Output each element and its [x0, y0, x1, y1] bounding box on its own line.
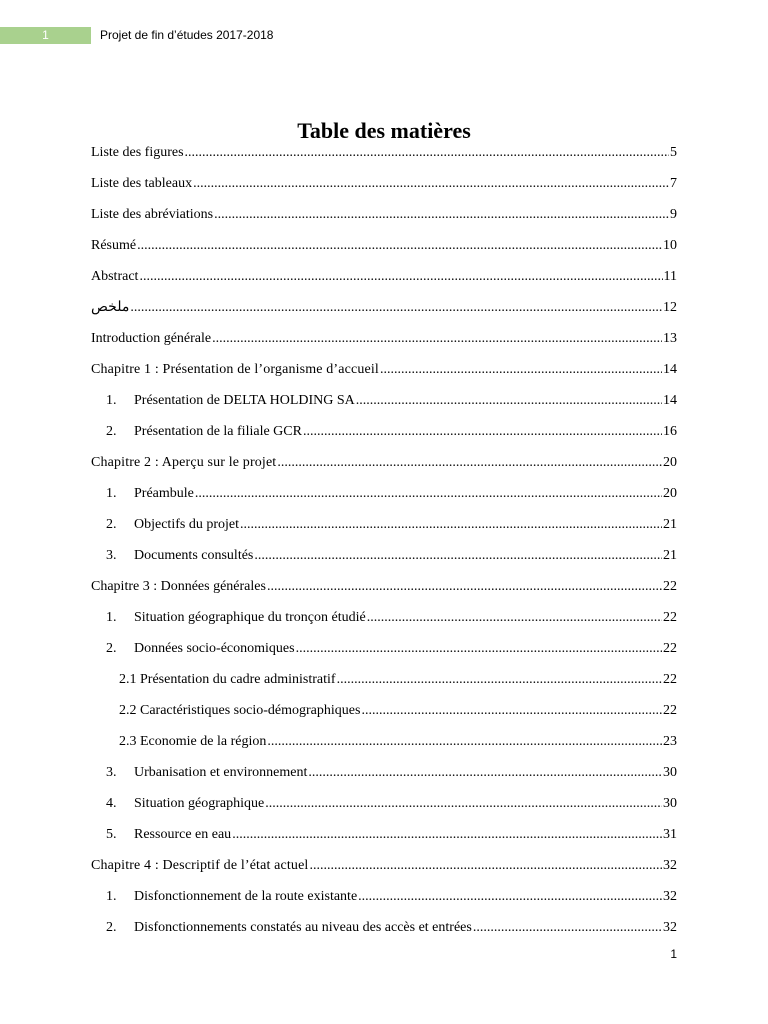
toc-entry-page: 9 — [670, 206, 677, 222]
dot-leader — [139, 269, 662, 285]
toc-entry-abstract[interactable] — [91, 261, 677, 292]
toc-entry-delta-holding[interactable] — [91, 385, 677, 416]
toc-entry-page: 16 — [663, 423, 677, 439]
page-number: 1 — [670, 947, 677, 961]
toc-entry-donnees-socio-economiques[interactable] — [91, 633, 677, 664]
dot-leader — [308, 765, 662, 781]
dot-leader — [296, 641, 662, 657]
toc-entry-introduction[interactable] — [91, 323, 677, 354]
toc-entry-title: Préambule — [134, 485, 194, 501]
toc-entry-number: 1. — [106, 485, 117, 501]
toc-entry-title: Données socio-économiques — [134, 640, 295, 656]
toc-entry-number: 5. — [106, 826, 117, 842]
toc-entry-title: Disfonctionnement de la route existante — [134, 888, 358, 904]
toc-entry-page: 11 — [663, 268, 677, 284]
toc-entry-title: Chapitre 3 : Données générales — [91, 578, 266, 594]
toc-entry-number: 2. — [106, 516, 117, 532]
toc-entry-arabic-summary[interactable] — [91, 292, 677, 323]
header-page-band: 1 — [0, 27, 91, 44]
toc-entry-page: 31 — [663, 826, 677, 842]
toc-entry-number: 4. — [106, 795, 117, 811]
header-title: Projet de fin d’études 2017-2018 — [100, 28, 274, 42]
dot-leader — [267, 734, 662, 750]
toc-entry-title: 2.3 Economie de la région — [119, 733, 267, 749]
dot-leader — [265, 796, 662, 812]
toc-entry-page: 32 — [663, 857, 677, 873]
toc-entry-page: 21 — [663, 516, 677, 532]
toc-entry-page: 23 — [663, 733, 677, 749]
toc-entry-title: Disfonctionnements constatés au niveau des accès et entrées — [134, 919, 472, 935]
toc-entry-page: 5 — [670, 144, 677, 160]
toc-entry-title: Introduction générale — [91, 330, 212, 346]
dot-leader — [214, 207, 669, 223]
dot-leader — [303, 424, 662, 440]
toc-entry-page: 7 — [670, 175, 677, 191]
toc-entry-disfonctionnement-route[interactable] — [91, 881, 677, 912]
toc-entry-title: Présentation de la filiale GCR — [134, 423, 302, 439]
toc-entry-page: 21 — [663, 547, 677, 563]
toc-entry-title: 2.1 Présentation du cadre administratif — [119, 671, 336, 687]
toc-entry-number: 2. — [106, 640, 117, 656]
toc-entry-title: Présentation de DELTA HOLDING SA — [134, 392, 355, 408]
toc-entry-title: 2.2 Caractéristiques socio-démographiques — [119, 702, 361, 718]
toc-entry-objectifs[interactable] — [91, 509, 677, 540]
toc-entry-situation-geographique[interactable] — [91, 788, 677, 819]
dot-leader — [356, 393, 662, 409]
dot-leader — [137, 238, 662, 254]
toc-entry-title: Ressource en eau — [134, 826, 232, 842]
toc-entry-chapitre-2[interactable] — [91, 447, 677, 478]
dot-leader — [212, 331, 662, 347]
toc-entry-title: Abstract — [91, 268, 139, 284]
toc-entry-page: 22 — [663, 702, 677, 718]
toc-entry-number: 1. — [106, 609, 117, 625]
toc-entry-chapitre-4[interactable] — [91, 850, 677, 881]
dot-leader — [185, 145, 669, 161]
page-header — [0, 26, 273, 44]
toc-entry-urbanisation[interactable] — [91, 757, 677, 788]
dot-leader — [277, 455, 662, 471]
toc-entry-liste-des-figures[interactable] — [91, 137, 677, 168]
toc-entry-page: 20 — [663, 454, 677, 470]
dot-leader — [193, 176, 669, 192]
toc-entry-page: 10 — [663, 237, 677, 253]
toc-entry-number: 3. — [106, 547, 117, 563]
dot-leader — [195, 486, 662, 502]
toc-entry-page: 32 — [663, 919, 677, 935]
toc-entry-liste-des-tableaux[interactable] — [91, 168, 677, 199]
table-of-contents — [91, 137, 677, 943]
toc-entry-documents-consultes[interactable] — [91, 540, 677, 571]
toc-entry-number: 1. — [106, 392, 117, 408]
toc-entry-ressource-eau[interactable] — [91, 819, 677, 850]
dot-leader — [358, 889, 662, 905]
toc-entry-number: 1. — [106, 888, 117, 904]
toc-entry-preambule[interactable] — [91, 478, 677, 509]
toc-entry-page: 22 — [663, 640, 677, 656]
toc-entry-page: 12 — [663, 299, 677, 315]
toc-entry-chapitre-3[interactable] — [91, 571, 677, 602]
toc-entry-page: 20 — [663, 485, 677, 501]
dot-leader — [267, 579, 662, 595]
toc-entry-title: Liste des tableaux — [91, 175, 193, 191]
toc-entry-title: ملخص — [91, 300, 130, 315]
toc-entry-title: Liste des figures — [91, 144, 184, 160]
dot-leader — [232, 827, 662, 843]
dot-leader — [337, 672, 662, 688]
toc-entry-resume[interactable] — [91, 230, 677, 261]
dot-leader — [473, 920, 662, 936]
dot-leader — [361, 703, 662, 719]
dot-leader — [254, 548, 662, 564]
toc-entry-filiale-gcr[interactable] — [91, 416, 677, 447]
toc-entry-title: Objectifs du projet — [134, 516, 239, 532]
toc-entry-page: 13 — [663, 330, 677, 346]
dot-leader — [367, 610, 662, 626]
dot-leader — [380, 362, 662, 378]
toc-entry-page: 22 — [663, 671, 677, 687]
toc-entry-situation-troncon[interactable] — [91, 602, 677, 633]
toc-entry-title: Chapitre 2 : Aperçu sur le projet — [91, 454, 277, 470]
toc-entry-socio-demographiques[interactable] — [91, 695, 677, 726]
toc-entry-liste-des-abreviations[interactable] — [91, 199, 677, 230]
dot-leader — [130, 300, 662, 316]
toc-entry-page: 22 — [663, 578, 677, 594]
toc-entry-chapitre-1[interactable] — [91, 354, 677, 385]
toc-title: Table des matières — [297, 117, 471, 143]
toc-entry-page: 22 — [663, 609, 677, 625]
toc-entry-page: 14 — [663, 392, 677, 408]
toc-entry-number: 3. — [106, 764, 117, 780]
toc-entry-title: Chapitre 1 : Présentation de l’organisme d’accueil — [91, 361, 379, 377]
toc-entry-title: Situation géographique du tronçon étudié — [134, 609, 366, 625]
toc-entry-disfonctionnements-acces[interactable] — [91, 912, 677, 943]
dot-leader — [309, 858, 662, 874]
toc-entry-page: 14 — [663, 361, 677, 377]
toc-entry-number: 2. — [106, 919, 117, 935]
toc-entry-title: Chapitre 4 : Descriptif de l’état actuel — [91, 857, 309, 873]
toc-entry-page: 30 — [663, 764, 677, 780]
toc-entry-title: Documents consultés — [134, 547, 254, 563]
dot-leader — [240, 517, 662, 533]
toc-entry-page: 32 — [663, 888, 677, 904]
toc-entry-title: Résumé — [91, 237, 137, 253]
toc-entry-title: Urbanisation et environnement — [134, 764, 308, 780]
toc-entry-title: Situation géographique — [134, 795, 265, 811]
toc-entry-number: 2. — [106, 423, 117, 439]
toc-entry-economie-region[interactable] — [91, 726, 677, 757]
toc-entry-title: Liste des abréviations — [91, 206, 214, 222]
toc-entry-cadre-administratif[interactable] — [91, 664, 677, 695]
toc-entry-page: 30 — [663, 795, 677, 811]
